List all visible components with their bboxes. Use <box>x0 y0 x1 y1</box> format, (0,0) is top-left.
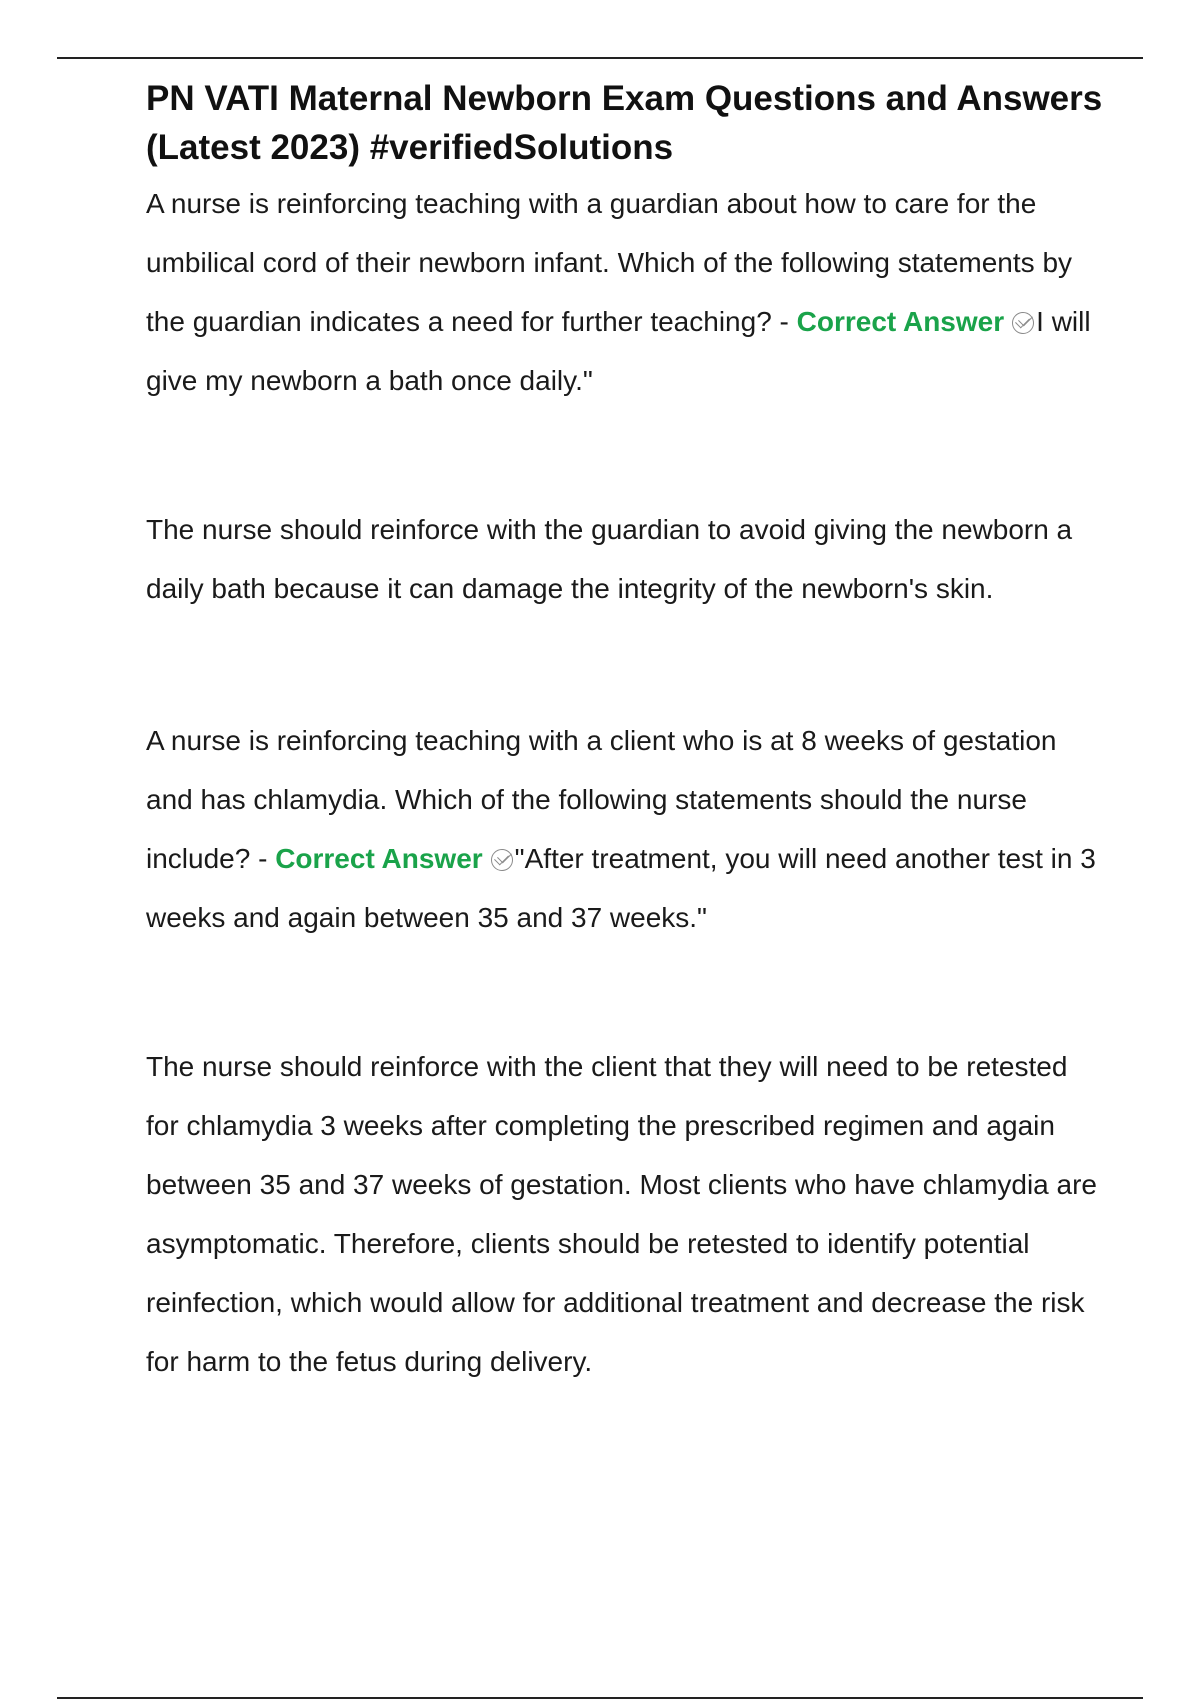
check-circle-icon <box>1012 312 1034 334</box>
correct-answer-label: Correct Answer <box>275 843 483 874</box>
question-1-text: A nurse is reinforcing teaching with a guardian about how to care for the umbilical cord of their newborn infant. Which of the following statements by the guardian indicates a need for further teaching? - <box>146 188 1073 337</box>
rationale-1: The nurse should reinforce with the guardian to avoid giving the newborn a daily bath because it can damage the integrity of the newborn's skin. <box>146 514 1073 604</box>
document-body <box>146 74 1106 1391</box>
top-rule <box>57 57 1143 59</box>
answer-2-text: "After treatment, you will need another test in 3 weeks and again between 35 and 37 weeks." <box>146 843 1096 933</box>
question-1 <box>146 174 1106 410</box>
correct-answer-label: Correct Answer <box>796 306 1005 337</box>
document-title: PN VATI Maternal Newborn Exam Questions and Answers (Latest 2023) #verifiedSolutions <box>146 79 1103 167</box>
spacer <box>146 410 1106 500</box>
question-2 <box>146 711 1106 947</box>
spacer <box>146 618 1106 711</box>
check-circle-icon <box>491 849 513 871</box>
bottom-rule <box>57 1697 1143 1699</box>
question-2-text: A nurse is reinforcing teaching with a client who is at 8 weeks of gestation and has chlamydia. Which of the following statements should the nurse include? - <box>146 725 1057 874</box>
answer-1-text: I will give my newborn a bath once daily." <box>146 306 1091 396</box>
spacer <box>146 947 1106 1037</box>
rationale-2: The nurse should reinforce with the client that they will need to be retested for chlamydia 3 weeks after completing the prescribed regimen and again between 35 and 37 weeks of gestation. Most clients who have chlamydia are asymptomatic. Therefore, clients should be retested to identify potential reinfection, which would allow for additional treatment and decrease the risk for harm to the fetus during delivery. <box>146 1051 1098 1377</box>
